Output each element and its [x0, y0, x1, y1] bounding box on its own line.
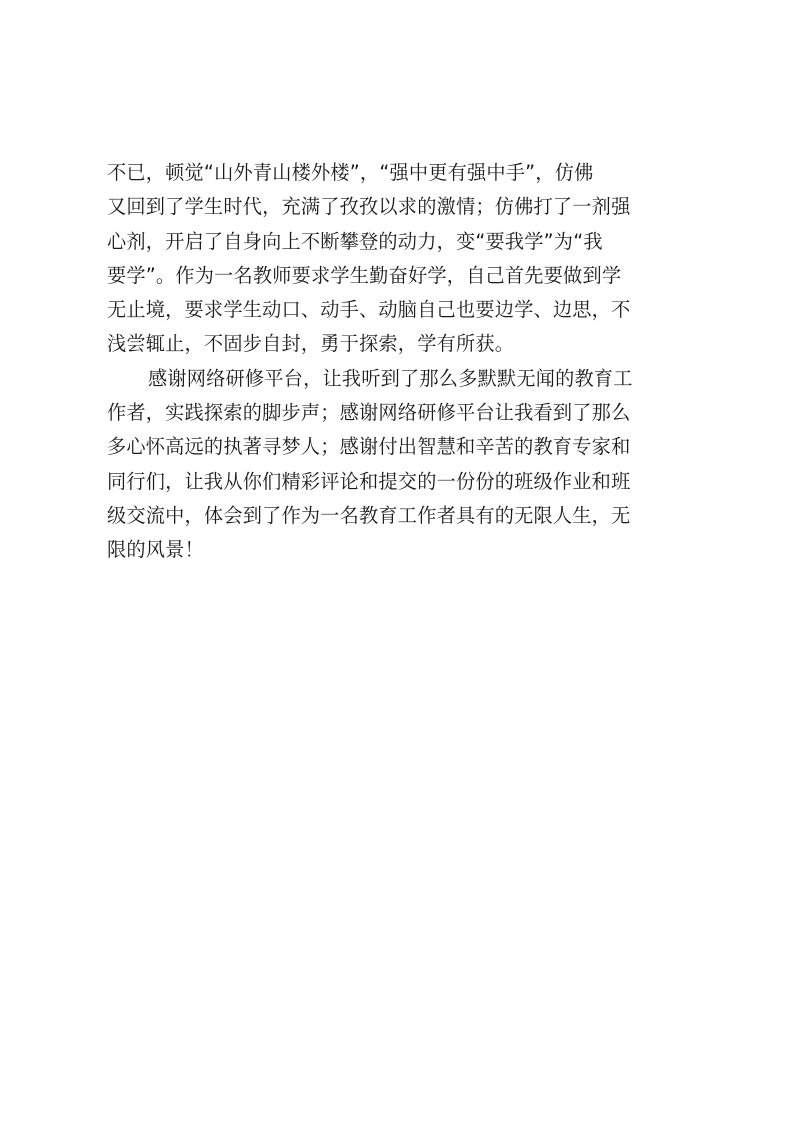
text-line: 心剂，开启了自身向上不断攀登的动力，变“要我学”为“我: [107, 229, 603, 253]
text-line: 要学”。作为一名教师要求学生勤奋好学，自己首先要做到学: [107, 263, 622, 287]
paragraph-1: [107, 156, 687, 362]
text-line: 限的风景！: [107, 538, 204, 562]
text-line: 不已，顿觉“山外青山楼外楼”，“强中更有强中手”，仿佛: [107, 161, 594, 184]
paragraph-2: [107, 362, 687, 568]
text-line: 作者，实践探索的脚步声；感谢网络研修平台让我看到了那么: [107, 401, 631, 425]
text-line: 级交流中，体会到了作为一名教育工作者具有的无限人生，无: [107, 503, 631, 527]
text-line: 同行们，让我从你们精彩评论和提交的一份份的班级作业和班: [107, 469, 631, 493]
text-line: 又回到了学生时代，充满了孜孜以求的激情；仿佛打了一剂强: [107, 195, 631, 219]
document-body: [107, 156, 687, 568]
text-line: 感谢网络研修平台，让我听到了那么多默默无闻的教育工: [148, 366, 633, 390]
text-line: 无止境，要求学生动口、动手、动脑自己也要边学、边思，不: [107, 298, 631, 322]
text-line: 浅尝辄止，不固步自封，勇于探索，学有所获。: [107, 332, 515, 356]
text-line: 多心怀高远的执著寻梦人；感谢付出智慧和辛苦的教育专家和: [107, 435, 631, 459]
